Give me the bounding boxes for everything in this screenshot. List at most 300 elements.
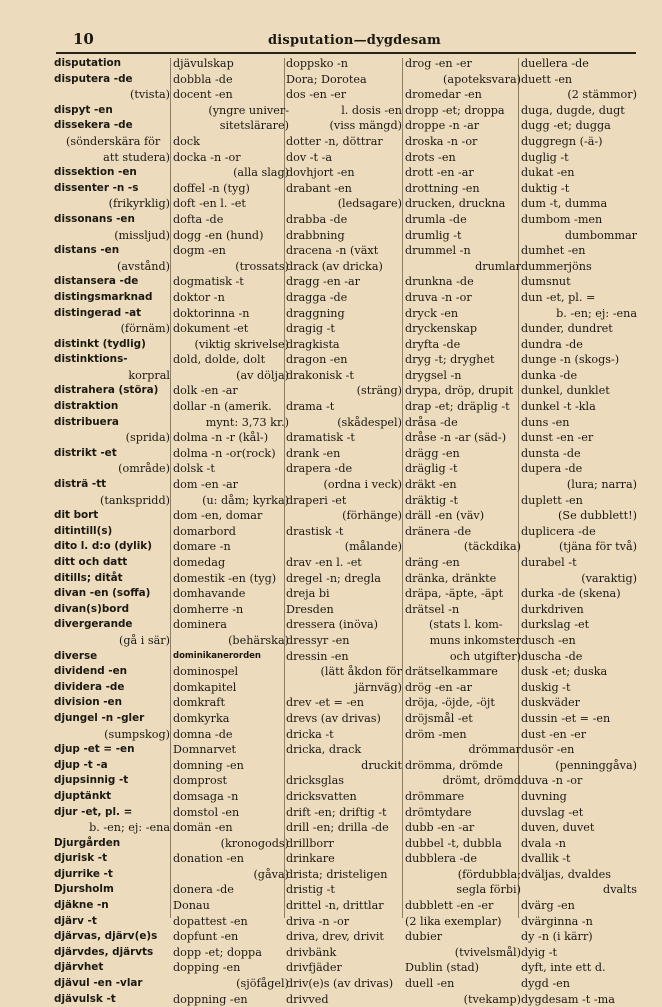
- dictionary-line: dubbel -t, dubbla: [405, 836, 502, 850]
- dictionary-line: djävul -en -vlar: [54, 977, 143, 990]
- dictionary-line: docent -en: [173, 88, 233, 102]
- dictionary-line: dramatisk -t: [286, 431, 355, 445]
- dictionary-line: distrikt -et: [54, 446, 117, 459]
- dictionary-line: dov -t -a: [286, 150, 333, 164]
- dictionary-line: drank -en: [286, 446, 341, 460]
- dictionary-line: (sumpskog): [104, 727, 170, 741]
- dictionary-line: durkslag -et: [521, 618, 590, 632]
- dictionary-line: (förhänge): [342, 509, 402, 523]
- dictionary-line: dy -n (i kärr): [521, 930, 593, 944]
- dictionary-line: djärvhet: [54, 961, 104, 974]
- dictionary-line: dold, dolde, dolt: [173, 353, 266, 367]
- dictionary-line: dopattest -en: [173, 914, 248, 928]
- dictionary-line: dos -en -er: [286, 88, 347, 102]
- dictionary-line: driva, drev, drivit: [286, 930, 384, 944]
- running-head: disputation—dygdesam: [268, 33, 441, 48]
- dictionary-line: dissekera -de: [54, 119, 133, 132]
- dictionary-column-3: [286, 56, 402, 1007]
- dictionary-line: dopping -en: [173, 961, 241, 975]
- dictionary-line: (sträng): [356, 384, 402, 398]
- dictionary-line: doft -en l. -et: [173, 197, 246, 211]
- dictionary-line: Djursholm: [54, 883, 114, 896]
- dictionary-line: draggning: [286, 306, 345, 320]
- dictionary-line: segla förbi): [456, 883, 521, 897]
- dictionary-line: djävulskap: [173, 57, 234, 70]
- dictionary-line: drätselkammare: [405, 665, 498, 679]
- dictionary-line: dun -et, pl. =: [521, 290, 596, 304]
- dictionary-line: (målande): [344, 540, 402, 554]
- dictionary-line: duven, duvet: [521, 821, 595, 835]
- dictionary-line: divan(s)bord: [54, 602, 130, 615]
- dictionary-line: domkapitel: [173, 680, 237, 694]
- dictionary-line: drog -en -er: [405, 57, 472, 70]
- dictionary-line: dygdesam -t -ma: [521, 992, 615, 1006]
- dictionary-line: (stats l. kom-: [429, 618, 503, 632]
- dictionary-line: dissonans -en: [54, 212, 135, 225]
- dictionary-line: drillborr: [286, 836, 334, 850]
- dictionary-line: duvning: [521, 789, 567, 803]
- dictionary-line: djurisk -t: [54, 852, 108, 865]
- dictionary-line: dusör -en: [521, 743, 575, 757]
- dictionary-line: Dublin (stad): [405, 961, 480, 975]
- dictionary-line: djäkne -n: [54, 899, 109, 912]
- dictionary-line: domherre -n: [173, 602, 244, 616]
- dictionary-line: dvallik -t: [521, 852, 571, 866]
- dictionary-line: dupera -de: [521, 462, 583, 476]
- dictionary-line: dopp -et; doppa: [173, 945, 262, 959]
- dictionary-line: dubblett -en -er: [405, 899, 494, 913]
- dictionary-line: divan -en (soffa): [54, 587, 151, 600]
- dictionary-line: donation -en: [173, 852, 244, 866]
- dictionary-line: doktor -n: [173, 290, 225, 304]
- dictionary-line: l. dosis -en: [341, 103, 402, 117]
- dictionary-line: dubb -en -ar: [405, 821, 475, 835]
- dictionary-line: (lura; narra): [566, 478, 637, 492]
- dictionary-line: djup -et = -en: [54, 743, 135, 756]
- dictionary-line: djärvdes, djärvts: [54, 945, 154, 958]
- page-number: 10: [73, 30, 94, 48]
- dictionary-line: drunkna -de: [405, 275, 474, 289]
- dictionary-line: duva -n -or: [521, 774, 583, 788]
- dictionary-line: och utgifter): [449, 649, 521, 663]
- dictionary-line: dricksglas: [286, 774, 345, 788]
- dictionary-line: mynt: 3,73 kr.): [205, 415, 289, 429]
- dictionary-line: dolma -n -or(rock): [173, 446, 276, 460]
- dictionary-line: dropp -et; droppa: [405, 103, 505, 117]
- dictionary-line: drista; dristeligen: [286, 867, 388, 881]
- dictionary-line: (sönderskära för: [66, 134, 161, 148]
- dictionary-line: distingsmarknad: [54, 290, 153, 303]
- dictionary-line: dugg -et; dugga: [521, 119, 611, 133]
- dictionary-line: doktorinna -n: [173, 306, 250, 320]
- dictionary-line: dvärg -en: [521, 899, 575, 913]
- dictionary-line: duscha -de: [521, 649, 583, 663]
- dictionary-line: doppning -en: [173, 992, 248, 1006]
- dictionary-line: domkraft: [173, 696, 225, 710]
- dictionary-line: drott -en -ar: [405, 166, 474, 180]
- dictionary-line: distinktions-: [54, 353, 128, 366]
- dictionary-line: dragon -en: [286, 353, 348, 367]
- dictionary-line: drägg -en: [405, 446, 460, 460]
- dictionary-line: dollar -n (amerik.: [173, 400, 272, 414]
- dictionary-line: Dora; Dorotea: [286, 72, 367, 86]
- dictionary-line: dväljas, dvaldes: [521, 867, 611, 881]
- dictionary-line: drucken, druckna: [405, 197, 506, 211]
- dictionary-line: drakonisk -t: [286, 368, 354, 382]
- dictionary-line: droska -n -or: [405, 134, 478, 148]
- dictionary-line: (viss mängd): [329, 119, 402, 133]
- dictionary-line: dricka -t: [286, 727, 334, 741]
- dictionary-line: distingerad -at: [54, 306, 142, 319]
- dictionary-line: dolma -n -r (kål-): [173, 431, 269, 445]
- dictionary-line: duggregn (-ä-): [521, 134, 603, 148]
- dictionary-line: dråsa -de: [405, 415, 458, 429]
- dictionary-line: dissektion -en: [54, 166, 137, 179]
- dictionary-line: dvala -n: [521, 836, 566, 850]
- dictionary-line: druva -n -or: [405, 290, 472, 304]
- dictionary-line: dräglig -t: [405, 462, 458, 476]
- dictionary-line: distrahera (störa): [54, 384, 159, 397]
- dictionary-line: droppe -n -ar: [405, 119, 480, 133]
- dictionary-line: drygsel -n: [405, 368, 462, 382]
- dictionary-line: (gåva): [253, 867, 289, 881]
- dictionary-line: (apoteksvara): [443, 72, 521, 86]
- dictionary-line: distraktion: [54, 400, 119, 413]
- dictionary-line: dofta -de: [173, 212, 224, 226]
- dictionary-line: duktig -t: [521, 181, 570, 195]
- dictionary-line: dumsnut: [521, 275, 571, 289]
- dictionary-line: drätsel -n: [405, 602, 460, 616]
- dictionary-line: drill -en; drilla -de: [286, 821, 389, 835]
- dictionary-line: (Se dubblett!): [558, 509, 637, 523]
- dictionary-line: dolk -en -ar: [173, 384, 238, 398]
- dictionary-line: (behärska): [228, 633, 289, 647]
- dictionary-line: dogg -en (hund): [173, 228, 264, 242]
- dictionary-line: dromedar -en: [405, 88, 482, 102]
- dictionary-line: dock: [173, 134, 200, 148]
- dictionary-column-4: [405, 56, 521, 1007]
- dictionary-line: dricka, drack: [286, 743, 362, 757]
- dictionary-line: Djurgården: [54, 836, 121, 849]
- dictionary-line: dotter -n, döttrar: [286, 134, 383, 148]
- dictionary-line: driv(e)s (av drivas): [286, 977, 394, 991]
- dictionary-line: distribuera: [54, 415, 119, 428]
- dictionary-line: (tankspridd): [99, 493, 170, 507]
- dictionary-line: (tvista): [129, 88, 170, 102]
- dictionary-line: (yngre univer-: [208, 103, 289, 117]
- dictionary-line: dumhet -en: [521, 244, 586, 258]
- dictionary-line: domkyrka: [173, 711, 230, 725]
- dictionary-line: diverse: [54, 649, 98, 662]
- dictionary-line: dummerjöns: [521, 259, 592, 273]
- dictionary-line: dom -en, domar: [173, 509, 263, 523]
- dictionary-line: drömma, drömde: [405, 758, 503, 772]
- dictionary-line: duskväder: [521, 696, 581, 710]
- dictionary-line: (viktig skrivelse): [194, 337, 289, 351]
- dictionary-line: dominospel: [173, 665, 239, 679]
- dictionary-line: ditt och datt: [54, 556, 128, 568]
- dictionary-line: docka -n -or: [173, 150, 241, 164]
- dictionary-line: durka -de (skena): [521, 587, 621, 601]
- dictionary-line: (avstånd): [117, 259, 170, 273]
- dictionary-line: drapera -de: [286, 462, 353, 476]
- dictionary-line: djupsinnig -t: [54, 774, 129, 787]
- dictionary-line: dunst -en -er: [521, 431, 594, 445]
- dictionary-line: dräll -en (väv): [405, 509, 485, 523]
- dictionary-line: (2 stämmor): [567, 88, 637, 102]
- dictionary-line: (täckdika): [463, 540, 521, 554]
- dictionary-line: draperi -et: [286, 493, 347, 507]
- dictionary-line: (kronogods): [220, 836, 289, 850]
- dictionary-line: (fördubbla;: [457, 867, 521, 881]
- dictionary-line: dobbla -de: [173, 72, 233, 86]
- dictionary-line: drömt, drömd: [442, 774, 521, 788]
- dictionary-line: (område): [118, 462, 170, 476]
- dictionary-line: (alla slag): [233, 166, 289, 180]
- column-divider: [402, 58, 403, 918]
- dictionary-line: Dresden: [286, 602, 334, 616]
- dictionary-line: b. -en; ej: -ena: [89, 821, 170, 835]
- dictionary-line: duga, dugde, dugt: [521, 103, 625, 117]
- dictionary-line: dränera -de: [405, 524, 472, 538]
- dictionary-line: (ordna i veck): [323, 478, 402, 492]
- dictionary-line: duett -en: [521, 72, 573, 86]
- dictionary-line: drastisk -t: [286, 524, 344, 538]
- dictionary-line: djävulsk -t: [54, 992, 116, 1005]
- dictionary-line: drumlar: [475, 259, 521, 273]
- dictionary-line: att studera): [103, 150, 170, 164]
- dictionary-line: dragkista: [286, 337, 340, 351]
- dictionary-line: (tvivelsmål): [454, 945, 521, 959]
- dictionary-line: distans -en: [54, 244, 120, 257]
- dictionary-line: dubier: [405, 930, 443, 944]
- dictionary-line: djuptänkt: [54, 789, 112, 802]
- dictionary-line: domare -n: [173, 540, 231, 554]
- dictionary-line: drivbänk: [286, 945, 337, 959]
- dictionary-line: duns -en: [521, 415, 570, 429]
- dictionary-line: domestik -en (tyg): [173, 571, 277, 585]
- dictionary-line: drift -en; driftig -t: [286, 805, 387, 819]
- dictionary-line: disputation: [54, 57, 122, 69]
- dictionary-line: dressin -en: [286, 649, 349, 663]
- dictionary-line: (tvekamp): [463, 992, 521, 1006]
- dictionary-line: dunkel, dunklet: [521, 384, 610, 398]
- dictionary-line: dussin -et = -en: [521, 711, 611, 725]
- dictionary-column-1: [54, 56, 170, 1007]
- column-divider: [170, 58, 171, 918]
- dictionary-line: drav -en l. -et: [286, 556, 362, 569]
- dictionary-line: dunder, dundret: [521, 322, 613, 336]
- dictionary-line: domän -en: [173, 821, 233, 835]
- header-rule: [56, 52, 636, 54]
- dictionary-line: dubblera -de: [405, 852, 478, 866]
- dictionary-line: drabbning: [286, 228, 345, 242]
- dictionary-line: drabba -de: [286, 212, 348, 226]
- dictionary-line: duplicera -de: [521, 524, 596, 538]
- dictionary-line: dragig -t: [286, 322, 335, 336]
- dictionary-line: distinkt (tydlig): [54, 337, 146, 350]
- dictionary-line: (sjöfågel): [236, 977, 289, 991]
- dictionary-line: drev -et = -en: [286, 696, 364, 710]
- dictionary-line: dominikanerorden: [173, 650, 261, 661]
- dictionary-line: dyig -t: [521, 945, 558, 959]
- dictionary-line: järnväg): [354, 680, 402, 694]
- dictionary-line: dracena -n (växt: [286, 244, 379, 258]
- dictionary-line: dröja, -öjde, -öjt: [405, 696, 495, 710]
- dictionary-column-2: [173, 56, 289, 1007]
- dictionary-line: distansera -de: [54, 275, 139, 288]
- dictionary-line: disputera -de: [54, 72, 133, 85]
- dictionary-line: drevs (av drivas): [286, 711, 381, 725]
- dictionary-line: (förnäm): [120, 322, 170, 336]
- dictionary-line: dressera (inöva): [286, 618, 379, 632]
- dictionary-line: (skådespel): [337, 415, 402, 429]
- dictionary-line: Domnarvet: [173, 743, 236, 757]
- dictionary-line: dokument -et: [173, 322, 249, 336]
- dictionary-line: dominera: [173, 618, 227, 632]
- dictionary-line: drivfjäder: [286, 961, 342, 975]
- dictionary-line: djungel -n -gler: [54, 711, 145, 724]
- dictionary-column-5: [521, 56, 637, 1007]
- dictionary-line: (ledsagare): [337, 197, 402, 211]
- dictionary-line: dråse -n -ar (säd-): [405, 431, 507, 445]
- dictionary-line: djurrike -t: [54, 867, 113, 880]
- dictionary-line: dumbommar: [564, 228, 637, 242]
- dictionary-line: dogm -en: [173, 244, 226, 258]
- dictionary-line: dricksvatten: [286, 789, 357, 803]
- dictionary-line: drottning -en: [405, 181, 480, 195]
- dictionary-line: b. -en; ej: -ena: [556, 306, 637, 320]
- dictionary-line: muns inkomster: [429, 633, 521, 647]
- dictionary-line: driva -n -or: [286, 914, 350, 928]
- dictionary-line: donera -de: [173, 883, 234, 897]
- dictionary-line: drap -et; dräplig -t: [405, 400, 510, 414]
- dictionary-line: durkdriven: [521, 602, 584, 616]
- dictionary-line: (lätt åkdon för: [320, 665, 402, 679]
- dictionary-line: drots -en: [405, 150, 456, 164]
- dictionary-line: dristig -t: [286, 883, 335, 897]
- dictionary-line: djur -et, pl. =: [54, 805, 133, 818]
- dictionary-line: domsaga -n: [173, 789, 239, 803]
- dictionary-line: dogmatisk -t: [173, 275, 244, 289]
- dictionary-line: ditintill(s): [54, 524, 113, 537]
- dictionary-line: durabel -t: [521, 556, 577, 569]
- dictionary-line: domhavande: [173, 587, 246, 601]
- dictionary-line: dusk -et; duska: [521, 665, 608, 679]
- dictionary-line: dusch -en: [521, 633, 576, 647]
- dictionary-line: domprost: [173, 774, 227, 788]
- dictionary-line: dräkt -en: [405, 478, 457, 492]
- dictionary-line: dumbom -men: [521, 212, 603, 226]
- dictionary-line: dräng -en: [405, 556, 460, 569]
- dictionary-line: dvärginna -n: [521, 914, 593, 928]
- dictionary-line: duplett -en: [521, 493, 583, 507]
- dictionary-line: djup -t -a: [54, 758, 108, 771]
- dictionary-line: korpral: [128, 368, 170, 382]
- dictionary-line: dräktig -t: [405, 493, 459, 507]
- dictionary-line: dyft, inte ett d.: [521, 961, 606, 975]
- dictionary-line: (gå i sär): [118, 633, 170, 647]
- dictionary-line: division -en: [54, 696, 122, 709]
- dictionary-line: dygd -en: [521, 977, 570, 991]
- dictionary-line: drack (av dricka): [286, 259, 383, 273]
- dictionary-line: dispyt -en: [54, 103, 113, 116]
- dictionary-line: dust -en -er: [521, 727, 587, 741]
- dictionary-line: drumlig -t: [405, 228, 462, 242]
- dictionary-line: dunge -n (skogs-): [521, 353, 620, 367]
- dictionary-line: dräpa, -äpte, -äpt: [405, 587, 504, 601]
- dictionary-line: drömmare: [405, 789, 465, 803]
- dictionary-line: (u: dåm; kyrka): [202, 493, 289, 507]
- dictionary-line: duellera -de: [521, 57, 589, 70]
- dictionary-line: dukat -en: [521, 166, 575, 180]
- dictionary-line: (penninggåva): [555, 758, 637, 772]
- dictionary-line: drama -t: [286, 400, 335, 414]
- dictionary-line: dressyr -en: [286, 633, 350, 647]
- dictionary-line: Donau: [173, 899, 210, 913]
- dictionary-line: dividera -de: [54, 680, 125, 693]
- dictionary-line: dröjsmål -et: [405, 711, 473, 725]
- dictionary-line: drummel -n: [405, 244, 471, 258]
- dictionary-line: domedag: [173, 556, 226, 569]
- dictionary-line: sitetslärare): [219, 119, 289, 133]
- dictionary-line: dundra -de: [521, 337, 583, 351]
- dictionary-line: (missljud): [114, 228, 170, 242]
- dictionary-line: dragga -de: [286, 290, 348, 304]
- dictionary-line: duglig -t: [521, 150, 569, 164]
- dictionary-line: (tjäna för två): [558, 540, 637, 554]
- dictionary-line: duvslag -et: [521, 805, 584, 819]
- dictionary-line: disträ -tt: [54, 478, 107, 491]
- dictionary-line: domning -en: [173, 758, 244, 772]
- dictionary-line: (2 lika exemplar): [405, 914, 502, 928]
- dictionary-line: dunka -de: [521, 368, 578, 382]
- dictionary-line: doffel -n (tyg): [173, 181, 250, 195]
- dictionary-line: dum -t, dumma: [521, 197, 608, 211]
- dictionary-line: (trossats): [235, 259, 289, 273]
- dictionary-line: dryg -t; dryghet: [405, 353, 495, 367]
- dictionary-line: dit bort: [54, 509, 99, 522]
- dictionary-line: dissenter -n -s: [54, 181, 139, 194]
- dictionary-line: drumla -de: [405, 212, 467, 226]
- dictionary-line: domna -de: [173, 727, 233, 741]
- dictionary-line: dividend -en: [54, 665, 128, 678]
- dictionary-line: dränka, dränkte: [405, 571, 497, 585]
- dictionary-line: domarbord: [173, 524, 236, 538]
- dictionary-line: djärv -t: [54, 914, 97, 927]
- dictionary-line: dryck -en: [405, 306, 459, 320]
- dictionary-line: dolsk -t: [173, 462, 215, 476]
- dictionary-line: drivved: [286, 992, 329, 1006]
- dictionary-line: dreja bi: [286, 587, 330, 601]
- dictionary-line: drinkare: [286, 852, 335, 866]
- dictionary-line: (varaktig): [581, 571, 637, 585]
- dictionary-line: drypa, dröp, drupit: [405, 384, 514, 398]
- dictionary-line: domstol -en: [173, 805, 240, 819]
- dictionary-line: drittel -n, drittlar: [286, 899, 384, 913]
- dictionary-line: djärvas, djärv(e)s: [54, 930, 158, 943]
- dictionary-line: druckit: [361, 758, 402, 772]
- dictionary-line: dryckenskap: [405, 322, 478, 336]
- dictionary-line: drömtydare: [405, 805, 472, 819]
- dictionary-line: (frikyrklig): [108, 197, 170, 211]
- dictionary-line: ditills; ditåt: [54, 571, 123, 584]
- dictionary-line: dryfta -de: [405, 337, 461, 351]
- dictionary-line: drabant -en: [286, 181, 352, 195]
- dictionary-line: dunsta -de: [521, 446, 581, 460]
- dictionary-line: (av dölja): [236, 368, 289, 382]
- dictionary-line: dito l. d:o (dylik): [54, 540, 152, 553]
